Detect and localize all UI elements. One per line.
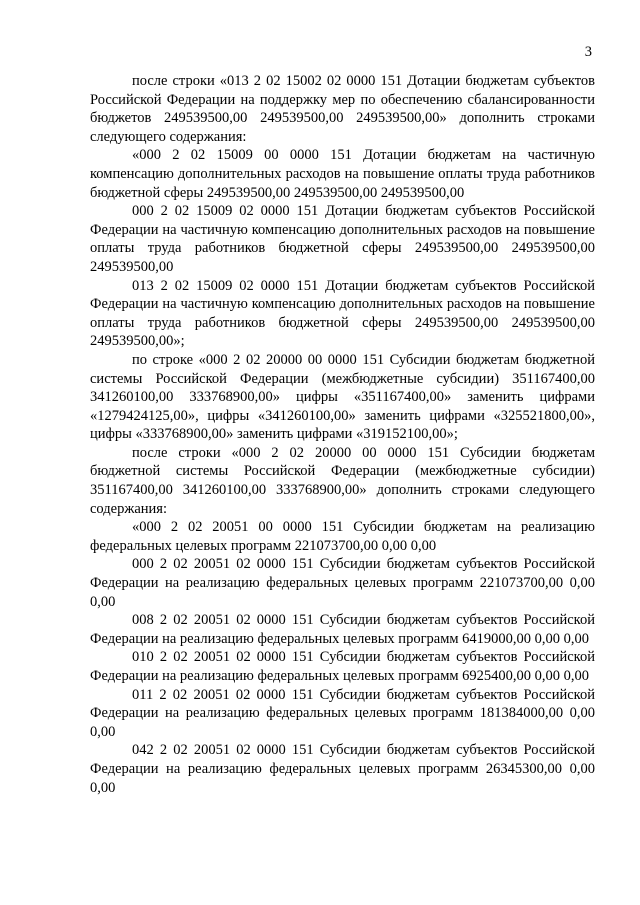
paragraph: 008 2 02 20051 02 0000 151 Субсидии бюджетам субъектов Российской Федерации на реализацию федеральных целевых программ 6419000,00 0,00 0,00 bbox=[90, 612, 595, 647]
paragraph: после строки «000 2 02 20000 00 0000 151 Субсидии бюджетам бюджетной системы Российской Федерации (межбюджетные субсидии) 351167400,00 341260100,00 333768900,00» дополнить строками следующего содержания: bbox=[90, 444, 595, 517]
paragraph: по строке «000 2 02 20000 00 0000 151 Субсидии бюджетам бюджетной системы Российской Федерации (межбюджетные субсидии) 351167400,00 341260100,00 333768900,00» цифры «351167400,00» заменить цифрами «1279424125,00», цифры «341260100,00» заменить цифрами «325521800,00», цифры «333768900,00» заменить цифрами «319152100,00»; bbox=[90, 351, 595, 443]
paragraph: 011 2 02 20051 02 0000 151 Субсидии бюджетам субъектов Российской Федерации на реализацию федеральных целевых программ 181384000,00 0,00 0,00 bbox=[90, 686, 595, 740]
document-body bbox=[90, 72, 595, 797]
paragraph: 042 2 02 20051 02 0000 151 Субсидии бюджетам субъектов Российской Федерации на реализацию федеральных целевых программ 26345300,00 0,00 0,00 bbox=[90, 742, 595, 796]
page-number: 3 bbox=[584, 44, 592, 60]
paragraph: после строки «013 2 02 15002 02 0000 151 Дотации бюджетам субъектов Российской Федерации на поддержку мер по обеспечению сбалансированности бюджетов 249539500,00 249539500,00 249539500,00» дополнить строками следующего содержания: bbox=[90, 73, 595, 145]
paragraph: «000 2 02 15009 00 0000 151 Дотации бюджетам на частичную компенсацию дополнительных расходов на повышение оплаты труда работников бюджетной сферы 249539500,00 249539500,00 249539500,00 bbox=[90, 147, 595, 201]
paragraph: 000 2 02 15009 02 0000 151 Дотации бюджетам субъектов Российской Федерации на частичную компенсацию дополнительных расходов на повышение оплаты труда работников бюджетной сферы 249539500,00 249539500,00 249539500,00 bbox=[90, 203, 595, 275]
paragraph: 013 2 02 15009 02 0000 151 Дотации бюджетам субъектов Российской Федерации на частичную компенсацию дополнительных расходов на повышение оплаты труда работников бюджетной сферы 249539500,00 249539500,00 249539500,00»; bbox=[90, 277, 595, 350]
paragraph: 000 2 02 20051 02 0000 151 Субсидии бюджетам субъектов Российской Федерации на реализацию федеральных целевых программ 221073700,00 0,00 0,00 bbox=[90, 556, 595, 610]
paragraph: 010 2 02 20051 02 0000 151 Субсидии бюджетам субъектов Российской Федерации на реализацию федеральных целевых программ 6925400,00 0,00 0,00 bbox=[90, 649, 595, 684]
paragraph: «000 2 02 20051 00 0000 151 Субсидии бюджетам на реализацию федеральных целевых программ 221073700,00 0,00 0,00 bbox=[90, 519, 595, 554]
